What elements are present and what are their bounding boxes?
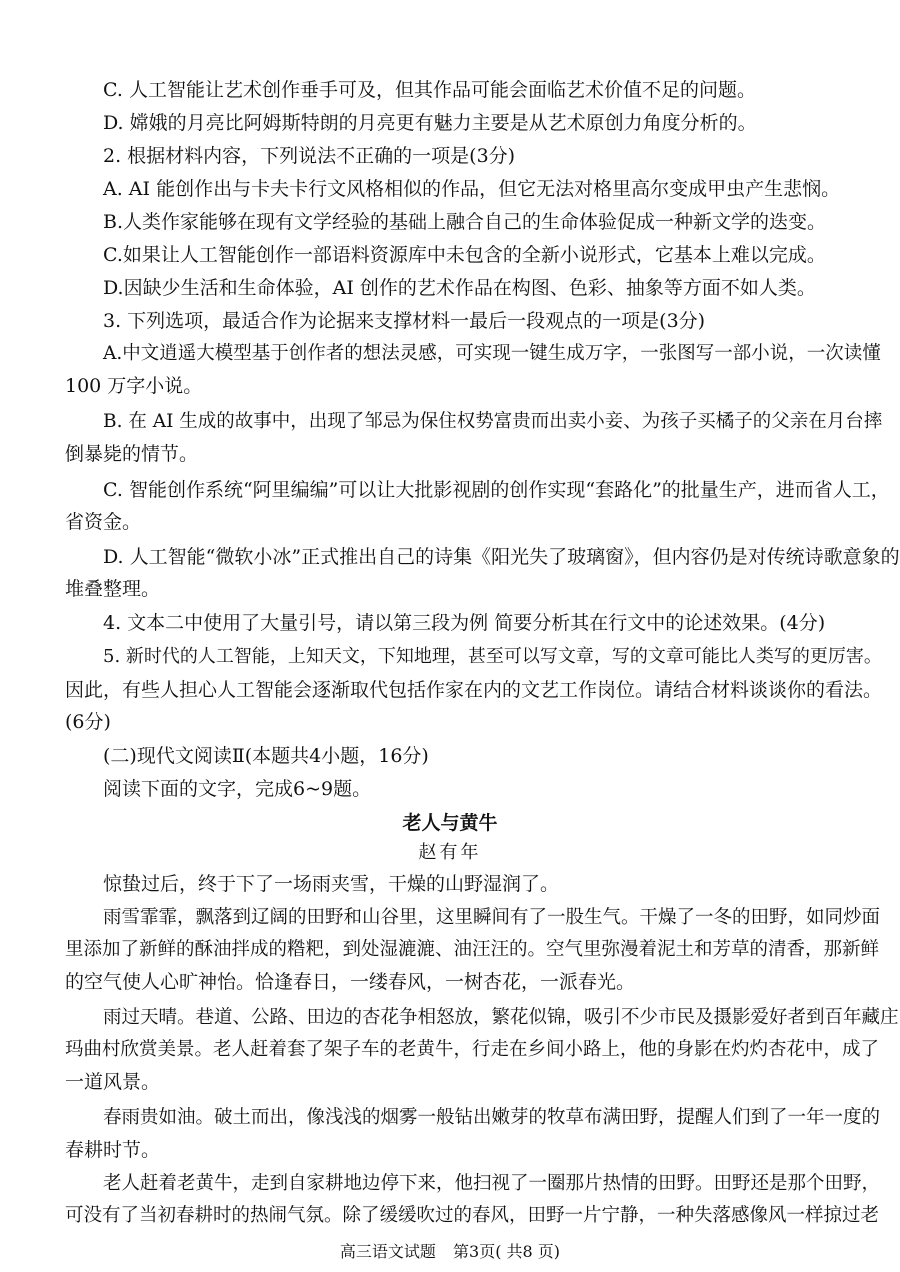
q3-option-b-cont: 倒暴毙的情节。 bbox=[65, 443, 199, 465]
article-title: 老人与黄牛 bbox=[402, 812, 498, 834]
article-paragraph-cont: 可没有了当初春耕时的热闹气氛。除了缓缓吹过的春风，田野一片宁静，一种失落感像风一样掠过老 bbox=[65, 1205, 880, 1226]
page-footer bbox=[0, 1240, 900, 1264]
article-paragraph: 雨雪霏霏，飘落到辽阔的田野和山谷里，这里瞬间有了一股生气。干燥了一冬的田野，如同炒面 bbox=[103, 907, 881, 928]
article-paragraph-cont: 的空气使人心旷神怡。恰逢春日，一缕春风，一树杏花，一派春光。 bbox=[65, 971, 636, 993]
footer-page-number: 第3页( 共8 页) bbox=[453, 1242, 561, 1261]
article-author: 赵有年 bbox=[418, 842, 482, 863]
article-paragraph: 雨过天晴。巷道、公路、田边的杏花争相怒放，繁花似锦，吸引不少市民及摄影爱好者到百年藏庄 bbox=[103, 1007, 899, 1028]
article-paragraph: 老人赶着老黄牛，走到自家耕地边停下来，他扫视了一圈那片热情的田野。田野还是那个田野， bbox=[103, 1173, 881, 1194]
q5-score: (6分) bbox=[65, 711, 111, 733]
q3-option-c-cont: 省资金。 bbox=[65, 511, 142, 533]
article-paragraph-cont: 一道风景。 bbox=[65, 1071, 161, 1093]
q2-option-a: A. AI 能创作出与卡夫卡行文风格相似的作品，但它无法对格里高尔变成甲虫产生悲悯。 bbox=[103, 178, 841, 200]
q2-option-b: B.人类作家能够在现有文学经验的基础上融合自己的生命体验促成一种新文学的迭变。 bbox=[103, 211, 827, 233]
q3-option-d: D. 人工智能“微软小冰”正式推出自己的诗集《阳光失了玻璃窗》，但内容仍是对传统诗歌意象的 bbox=[103, 546, 900, 568]
q5-stem: 5. 新时代的人工智能，上知天文，下知地理，甚至可以写文章，写的文章可能比人类写的更厉害。 bbox=[103, 646, 882, 667]
q3-stem: 3. 下列选项，最适合作为论据来支撑材料一最后一段观点的一项是(3分) bbox=[103, 310, 706, 332]
q3-option-a: A.中文逍遥大模型基于创作者的想法灵感，可实现一键生成万字，一张图写一部小说，一次读懂 bbox=[103, 343, 881, 364]
q3-option-a-cont: 100 万字小说。 bbox=[65, 375, 203, 397]
article-paragraph: 惊蛰过后，终于下了一场雨夹雪，干燥的山野湿润了。 bbox=[103, 873, 560, 895]
article-paragraph: 春雨贵如油。破土而出，像浅浅的烟雾一般钻出嫩芽的牧草布满田野，提醒人们到了一年一度的 bbox=[103, 1107, 881, 1128]
q2-stem: 2. 根据材料内容，下列说法不正确的一项是(3分) bbox=[103, 145, 516, 167]
q1-option-d: D. 嫦娥的月亮比阿姆斯特朗的月亮更有魅力主要是从艺术原创力角度分析的。 bbox=[103, 112, 757, 134]
q2-option-d: D.因缺少生活和生命体验，AI 创作的艺术作品在构图、色彩、抽象等方面不如人类。 bbox=[103, 277, 816, 299]
q4-stem: 4. 文本二中使用了大量引号，请以第三段为例 简要分析其在行文中的论述效果。(4分) bbox=[103, 612, 826, 634]
q2-option-c: C.如果让人工智能创作一部语料资源库中未包含的全新小说形式，它基本上难以完成。 bbox=[103, 244, 826, 266]
q5-stem-cont: 因此，有些人担心人工智能会逐渐取代包括作家在内的文艺工作岗位。请结合材料谈谈你的看法。 bbox=[65, 679, 883, 701]
q3-option-c: C. 智能创作系统“阿里编编”可以让大批影视剧的创作实现“套路化”的批量生产，进而省人工， bbox=[103, 479, 890, 501]
section-heading: (二)现代文阅读Ⅱ(本题共4小题，16分) bbox=[103, 745, 429, 767]
section-instruction: 阅读下面的文字，完成6~9题。 bbox=[103, 778, 372, 800]
q1-option-c: C. 人工智能让艺术创作垂手可及，但其作品可能会面临艺术价值不足的问题。 bbox=[103, 79, 756, 101]
article-paragraph-cont: 春耕时节。 bbox=[65, 1139, 161, 1161]
footer-subject: 高三语文试题 bbox=[339, 1242, 436, 1261]
q3-option-d-cont: 堆叠整理。 bbox=[65, 578, 161, 600]
q3-option-b: B. 在 AI 生成的故事中，出现了邹忌为保住权势富贵而出卖小妾、为孩子买橘子的父亲在月台摔 bbox=[103, 411, 883, 432]
article-paragraph-cont: 玛曲村欣赏美景。老人赶着套了架子车的老黄牛，行走在乡间小路上，他的身影在灼灼杏花中，成了 bbox=[65, 1039, 880, 1060]
article-paragraph-cont: 里添加了新鲜的酥油拌成的糌粑，到处湿漉漉、油汪汪的。空气里弥漫着泥土和芳草的清香，那新鲜 bbox=[65, 939, 880, 960]
